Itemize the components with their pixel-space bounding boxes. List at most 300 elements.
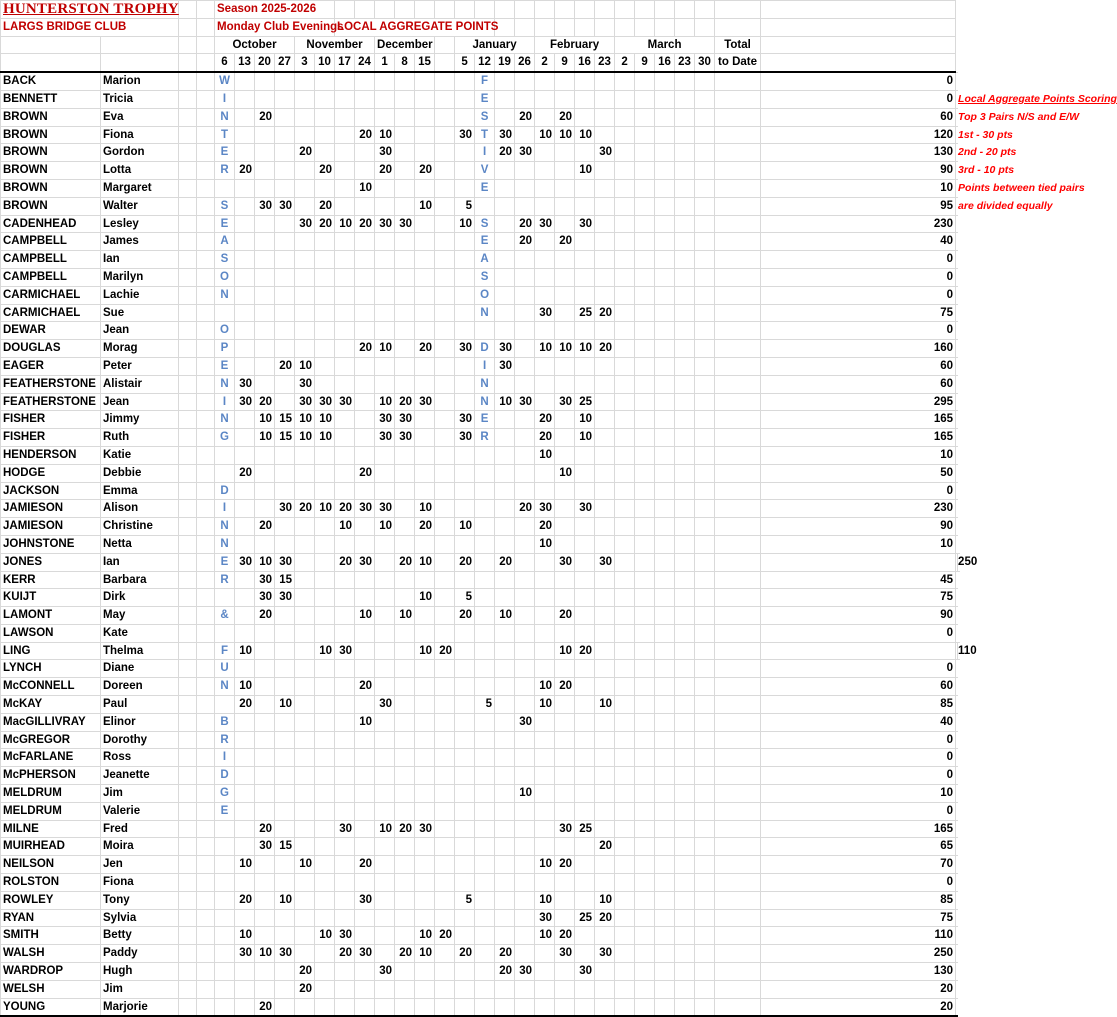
- score-cell[interactable]: [415, 731, 435, 749]
- score-cell[interactable]: [295, 340, 315, 358]
- score-cell[interactable]: [275, 233, 295, 251]
- score-cell[interactable]: [275, 340, 295, 358]
- score-cell[interactable]: [555, 179, 575, 197]
- score-cell[interactable]: [615, 464, 635, 482]
- score-cell[interactable]: [375, 108, 395, 126]
- score-cell[interactable]: [675, 429, 695, 447]
- score-cell[interactable]: [515, 251, 535, 269]
- score-cell[interactable]: [695, 838, 715, 856]
- score-cell[interactable]: [535, 464, 555, 482]
- score-cell[interactable]: [215, 696, 235, 714]
- score-cell[interactable]: 30: [375, 411, 395, 429]
- score-cell[interactable]: [415, 980, 435, 998]
- score-cell[interactable]: [255, 713, 275, 731]
- score-cell[interactable]: [355, 642, 375, 660]
- score-cell[interactable]: 25: [575, 909, 595, 927]
- score-cell[interactable]: 30: [355, 500, 375, 518]
- score-cell[interactable]: [355, 197, 375, 215]
- score-cell[interactable]: [375, 785, 395, 803]
- score-cell[interactable]: 20: [275, 357, 295, 375]
- score-cell[interactable]: [615, 589, 635, 607]
- score-cell[interactable]: [655, 963, 675, 981]
- score-cell[interactable]: [535, 357, 555, 375]
- score-cell[interactable]: [375, 72, 395, 90]
- score-cell[interactable]: 30: [395, 411, 415, 429]
- score-cell[interactable]: [255, 162, 275, 180]
- score-cell[interactable]: [235, 749, 255, 767]
- score-cell[interactable]: [695, 909, 715, 927]
- score-cell[interactable]: [695, 571, 715, 589]
- score-cell[interactable]: [395, 927, 415, 945]
- score-cell[interactable]: [575, 856, 595, 874]
- score-cell[interactable]: [715, 660, 761, 678]
- score-cell[interactable]: [575, 482, 595, 500]
- score-cell[interactable]: [335, 126, 355, 144]
- score-cell[interactable]: [675, 162, 695, 180]
- score-cell[interactable]: [315, 233, 335, 251]
- score-cell[interactable]: [395, 589, 415, 607]
- score-cell[interactable]: [635, 446, 655, 464]
- score-cell[interactable]: [315, 624, 335, 642]
- score-cell[interactable]: [575, 713, 595, 731]
- score-cell[interactable]: [655, 909, 675, 927]
- score-cell[interactable]: [495, 571, 515, 589]
- score-cell[interactable]: [515, 678, 535, 696]
- score-cell[interactable]: [435, 304, 455, 322]
- score-cell[interactable]: [715, 304, 761, 322]
- score-cell[interactable]: 20: [595, 340, 615, 358]
- score-cell[interactable]: [235, 767, 255, 785]
- score-cell[interactable]: [495, 108, 515, 126]
- score-cell[interactable]: 20: [235, 464, 255, 482]
- score-cell[interactable]: [275, 162, 295, 180]
- score-cell[interactable]: 20: [395, 553, 415, 571]
- score-cell[interactable]: [235, 340, 255, 358]
- score-cell[interactable]: [355, 393, 375, 411]
- score-cell[interactable]: [275, 749, 295, 767]
- score-cell[interactable]: [495, 767, 515, 785]
- vertical-note-letter[interactable]: S: [475, 268, 495, 286]
- score-cell[interactable]: [615, 197, 635, 215]
- score-cell[interactable]: [655, 197, 675, 215]
- score-cell[interactable]: 20: [495, 144, 515, 162]
- score-cell[interactable]: [635, 749, 655, 767]
- score-cell[interactable]: [535, 963, 555, 981]
- score-cell[interactable]: [315, 357, 335, 375]
- score-cell[interactable]: [655, 980, 675, 998]
- score-cell[interactable]: [375, 179, 395, 197]
- score-cell[interactable]: [555, 518, 575, 536]
- score-cell[interactable]: [595, 72, 615, 90]
- score-cell[interactable]: [415, 749, 435, 767]
- score-cell[interactable]: 30: [555, 945, 575, 963]
- score-cell[interactable]: [255, 500, 275, 518]
- score-cell[interactable]: [515, 126, 535, 144]
- score-cell[interactable]: [435, 874, 455, 892]
- score-cell[interactable]: [335, 197, 355, 215]
- score-cell[interactable]: [275, 144, 295, 162]
- score-cell[interactable]: [395, 518, 415, 536]
- score-cell[interactable]: 10: [535, 696, 555, 714]
- score-cell[interactable]: [715, 802, 761, 820]
- score-cell[interactable]: [435, 286, 455, 304]
- score-cell[interactable]: 20: [595, 909, 615, 927]
- vertical-note-letter[interactable]: N: [215, 678, 235, 696]
- score-cell[interactable]: [595, 785, 615, 803]
- score-cell[interactable]: [355, 696, 375, 714]
- score-cell[interactable]: 10: [495, 393, 515, 411]
- score-cell[interactable]: [255, 802, 275, 820]
- score-cell[interactable]: [235, 411, 255, 429]
- score-cell[interactable]: [415, 624, 435, 642]
- score-cell[interactable]: [615, 446, 635, 464]
- score-cell[interactable]: [495, 909, 515, 927]
- score-cell[interactable]: [595, 197, 615, 215]
- score-cell[interactable]: [295, 909, 315, 927]
- score-cell[interactable]: [515, 286, 535, 304]
- score-cell[interactable]: 10: [375, 820, 395, 838]
- score-cell[interactable]: [695, 891, 715, 909]
- score-cell[interactable]: [455, 802, 475, 820]
- vertical-note-letter[interactable]: G: [215, 429, 235, 447]
- score-cell[interactable]: [515, 589, 535, 607]
- score-cell[interactable]: [535, 713, 555, 731]
- score-cell[interactable]: [455, 233, 475, 251]
- score-cell[interactable]: [475, 767, 495, 785]
- score-cell[interactable]: [515, 518, 535, 536]
- score-cell[interactable]: [395, 535, 415, 553]
- vertical-note-letter[interactable]: N: [475, 393, 495, 411]
- score-cell[interactable]: [515, 464, 535, 482]
- score-cell[interactable]: [715, 108, 761, 126]
- score-cell[interactable]: [495, 820, 515, 838]
- score-cell[interactable]: 30: [455, 340, 475, 358]
- score-cell[interactable]: [595, 357, 615, 375]
- score-cell[interactable]: [635, 820, 655, 838]
- score-cell[interactable]: [675, 713, 695, 731]
- score-cell[interactable]: [695, 553, 715, 571]
- score-cell[interactable]: [375, 856, 395, 874]
- score-cell[interactable]: [335, 375, 355, 393]
- score-cell[interactable]: [215, 998, 235, 1016]
- score-cell[interactable]: [375, 197, 395, 215]
- score-cell[interactable]: [455, 251, 475, 269]
- score-cell[interactable]: [315, 874, 335, 892]
- score-cell[interactable]: [255, 179, 275, 197]
- score-cell[interactable]: [395, 571, 415, 589]
- score-cell[interactable]: [535, 998, 555, 1016]
- score-cell[interactable]: [395, 357, 415, 375]
- score-cell[interactable]: [375, 980, 395, 998]
- score-cell[interactable]: [435, 945, 455, 963]
- score-cell[interactable]: [375, 838, 395, 856]
- score-cell[interactable]: 10: [375, 393, 395, 411]
- vertical-note-letter[interactable]: I: [215, 90, 235, 108]
- score-cell[interactable]: [335, 731, 355, 749]
- score-cell[interactable]: [515, 535, 535, 553]
- score-cell[interactable]: 20: [295, 963, 315, 981]
- score-cell[interactable]: [235, 980, 255, 998]
- score-cell[interactable]: [375, 731, 395, 749]
- score-cell[interactable]: [555, 660, 575, 678]
- score-cell[interactable]: [595, 375, 615, 393]
- score-cell[interactable]: [435, 429, 455, 447]
- score-cell[interactable]: [495, 838, 515, 856]
- score-cell[interactable]: [435, 518, 455, 536]
- score-cell[interactable]: [555, 411, 575, 429]
- score-cell[interactable]: [255, 874, 275, 892]
- score-cell[interactable]: [555, 535, 575, 553]
- score-cell[interactable]: [335, 411, 355, 429]
- score-cell[interactable]: [495, 589, 515, 607]
- score-cell[interactable]: [455, 304, 475, 322]
- score-cell[interactable]: 20: [255, 108, 275, 126]
- score-cell[interactable]: 10: [415, 642, 435, 660]
- score-cell[interactable]: 30: [235, 393, 255, 411]
- score-cell[interactable]: [675, 500, 695, 518]
- score-cell[interactable]: [575, 197, 595, 215]
- score-cell[interactable]: [215, 980, 235, 998]
- score-cell[interactable]: [635, 945, 655, 963]
- score-cell[interactable]: [715, 72, 761, 90]
- score-cell[interactable]: 20: [295, 500, 315, 518]
- score-cell[interactable]: [255, 482, 275, 500]
- vertical-note-letter[interactable]: E: [215, 802, 235, 820]
- score-cell[interactable]: [435, 411, 455, 429]
- score-cell[interactable]: [715, 642, 761, 660]
- score-cell[interactable]: [675, 482, 695, 500]
- score-cell[interactable]: [575, 357, 595, 375]
- score-cell[interactable]: 20: [235, 162, 255, 180]
- vertical-note-letter[interactable]: R: [215, 571, 235, 589]
- score-cell[interactable]: [575, 678, 595, 696]
- score-cell[interactable]: [475, 197, 495, 215]
- score-cell[interactable]: [715, 571, 761, 589]
- score-cell[interactable]: 30: [375, 429, 395, 447]
- score-cell[interactable]: 5: [455, 197, 475, 215]
- score-cell[interactable]: [675, 518, 695, 536]
- score-cell[interactable]: [655, 500, 675, 518]
- score-cell[interactable]: [475, 553, 495, 571]
- score-cell[interactable]: [395, 90, 415, 108]
- score-cell[interactable]: [635, 802, 655, 820]
- score-cell[interactable]: [535, 571, 555, 589]
- score-cell[interactable]: [335, 233, 355, 251]
- score-cell[interactable]: [695, 72, 715, 90]
- score-cell[interactable]: [455, 535, 475, 553]
- score-cell[interactable]: [415, 429, 435, 447]
- score-cell[interactable]: [515, 980, 535, 998]
- score-cell[interactable]: [315, 767, 335, 785]
- score-cell[interactable]: [235, 233, 255, 251]
- score-cell[interactable]: [495, 678, 515, 696]
- score-cell[interactable]: [455, 998, 475, 1016]
- score-cell[interactable]: [595, 802, 615, 820]
- score-cell[interactable]: [495, 713, 515, 731]
- score-cell[interactable]: [275, 375, 295, 393]
- score-cell[interactable]: [315, 980, 335, 998]
- score-cell[interactable]: [575, 518, 595, 536]
- score-cell[interactable]: [595, 535, 615, 553]
- score-cell[interactable]: 30: [495, 340, 515, 358]
- score-cell[interactable]: [335, 660, 355, 678]
- score-cell[interactable]: [215, 464, 235, 482]
- score-cell[interactable]: [255, 963, 275, 981]
- score-cell[interactable]: [375, 891, 395, 909]
- score-cell[interactable]: [495, 874, 515, 892]
- score-cell[interactable]: [275, 72, 295, 90]
- score-cell[interactable]: 20: [435, 642, 455, 660]
- score-cell[interactable]: [455, 838, 475, 856]
- score-cell[interactable]: [575, 660, 595, 678]
- score-cell[interactable]: 30: [275, 553, 295, 571]
- score-cell[interactable]: [715, 909, 761, 927]
- score-cell[interactable]: [535, 179, 555, 197]
- score-cell[interactable]: [535, 233, 555, 251]
- score-cell[interactable]: [635, 162, 655, 180]
- score-cell[interactable]: [395, 322, 415, 340]
- score-cell[interactable]: [675, 607, 695, 625]
- score-cell[interactable]: 30: [515, 963, 535, 981]
- score-cell[interactable]: 10: [535, 535, 555, 553]
- score-cell[interactable]: [695, 446, 715, 464]
- score-cell[interactable]: [615, 856, 635, 874]
- score-cell[interactable]: [715, 980, 761, 998]
- score-cell[interactable]: 20: [315, 162, 335, 180]
- score-cell[interactable]: [715, 589, 761, 607]
- score-cell[interactable]: [435, 909, 455, 927]
- score-cell[interactable]: [715, 90, 761, 108]
- score-cell[interactable]: [515, 945, 535, 963]
- vertical-note-letter[interactable]: E: [215, 215, 235, 233]
- score-cell[interactable]: [715, 731, 761, 749]
- score-cell[interactable]: [715, 927, 761, 945]
- score-cell[interactable]: 10: [535, 927, 555, 945]
- score-cell[interactable]: [695, 357, 715, 375]
- score-cell[interactable]: [675, 144, 695, 162]
- score-cell[interactable]: [335, 891, 355, 909]
- score-cell[interactable]: [455, 268, 475, 286]
- score-cell[interactable]: [435, 393, 455, 411]
- score-cell[interactable]: [695, 802, 715, 820]
- score-cell[interactable]: 30: [575, 215, 595, 233]
- score-cell[interactable]: [475, 535, 495, 553]
- score-cell[interactable]: [655, 126, 675, 144]
- score-cell[interactable]: 20: [555, 607, 575, 625]
- score-cell[interactable]: [415, 126, 435, 144]
- score-cell[interactable]: 30: [275, 945, 295, 963]
- score-cell[interactable]: [555, 998, 575, 1016]
- score-cell[interactable]: 25: [575, 820, 595, 838]
- score-cell[interactable]: [695, 696, 715, 714]
- score-cell[interactable]: 20: [515, 108, 535, 126]
- score-cell[interactable]: 20: [435, 927, 455, 945]
- score-cell[interactable]: [215, 891, 235, 909]
- vertical-note-letter[interactable]: B: [215, 713, 235, 731]
- score-cell[interactable]: [615, 607, 635, 625]
- score-cell[interactable]: [695, 375, 715, 393]
- score-cell[interactable]: [535, 980, 555, 998]
- score-cell[interactable]: 10: [275, 891, 295, 909]
- score-cell[interactable]: [395, 268, 415, 286]
- score-cell[interactable]: [695, 820, 715, 838]
- score-cell[interactable]: [695, 233, 715, 251]
- score-cell[interactable]: [675, 251, 695, 269]
- score-cell[interactable]: [435, 233, 455, 251]
- score-cell[interactable]: 30: [355, 553, 375, 571]
- score-cell[interactable]: [255, 642, 275, 660]
- score-cell[interactable]: 10: [355, 713, 375, 731]
- vertical-note-letter[interactable]: D: [215, 767, 235, 785]
- score-cell[interactable]: [675, 304, 695, 322]
- score-cell[interactable]: [435, 464, 455, 482]
- score-cell[interactable]: [275, 678, 295, 696]
- score-cell[interactable]: [355, 144, 375, 162]
- score-cell[interactable]: [415, 304, 435, 322]
- score-cell[interactable]: [375, 571, 395, 589]
- score-cell[interactable]: [615, 927, 635, 945]
- score-cell[interactable]: [395, 838, 415, 856]
- score-cell[interactable]: [495, 802, 515, 820]
- score-cell[interactable]: [615, 179, 635, 197]
- score-cell[interactable]: [695, 90, 715, 108]
- score-cell[interactable]: [355, 322, 375, 340]
- score-cell[interactable]: [475, 998, 495, 1016]
- score-cell[interactable]: [295, 251, 315, 269]
- score-cell[interactable]: [615, 357, 635, 375]
- score-cell[interactable]: [315, 286, 335, 304]
- score-cell[interactable]: [615, 411, 635, 429]
- score-cell[interactable]: [455, 963, 475, 981]
- score-cell[interactable]: [555, 304, 575, 322]
- vertical-note-letter[interactable]: V: [475, 162, 495, 180]
- score-cell[interactable]: [515, 304, 535, 322]
- score-cell[interactable]: [395, 179, 415, 197]
- score-cell[interactable]: [495, 624, 515, 642]
- score-cell[interactable]: [695, 411, 715, 429]
- score-cell[interactable]: [515, 411, 535, 429]
- score-cell[interactable]: [575, 696, 595, 714]
- score-cell[interactable]: [275, 909, 295, 927]
- score-cell[interactable]: [295, 589, 315, 607]
- score-cell[interactable]: [355, 927, 375, 945]
- score-cell[interactable]: [595, 286, 615, 304]
- score-cell[interactable]: [235, 998, 255, 1016]
- score-cell[interactable]: [655, 820, 675, 838]
- score-cell[interactable]: [495, 856, 515, 874]
- score-cell[interactable]: [435, 553, 455, 571]
- score-cell[interactable]: [355, 233, 375, 251]
- score-cell[interactable]: [715, 411, 761, 429]
- score-cell[interactable]: [315, 518, 335, 536]
- score-cell[interactable]: [255, 891, 275, 909]
- score-cell[interactable]: [595, 678, 615, 696]
- score-cell[interactable]: [335, 963, 355, 981]
- score-cell[interactable]: [235, 500, 255, 518]
- score-cell[interactable]: [615, 624, 635, 642]
- score-cell[interactable]: 20: [595, 304, 615, 322]
- score-cell[interactable]: [395, 304, 415, 322]
- score-cell[interactable]: [615, 998, 635, 1016]
- score-cell[interactable]: [395, 126, 415, 144]
- score-cell[interactable]: [435, 482, 455, 500]
- score-cell[interactable]: [635, 891, 655, 909]
- score-cell[interactable]: [715, 340, 761, 358]
- score-cell[interactable]: [355, 909, 375, 927]
- score-cell[interactable]: [475, 446, 495, 464]
- score-cell[interactable]: [255, 980, 275, 998]
- score-cell[interactable]: 20: [415, 340, 435, 358]
